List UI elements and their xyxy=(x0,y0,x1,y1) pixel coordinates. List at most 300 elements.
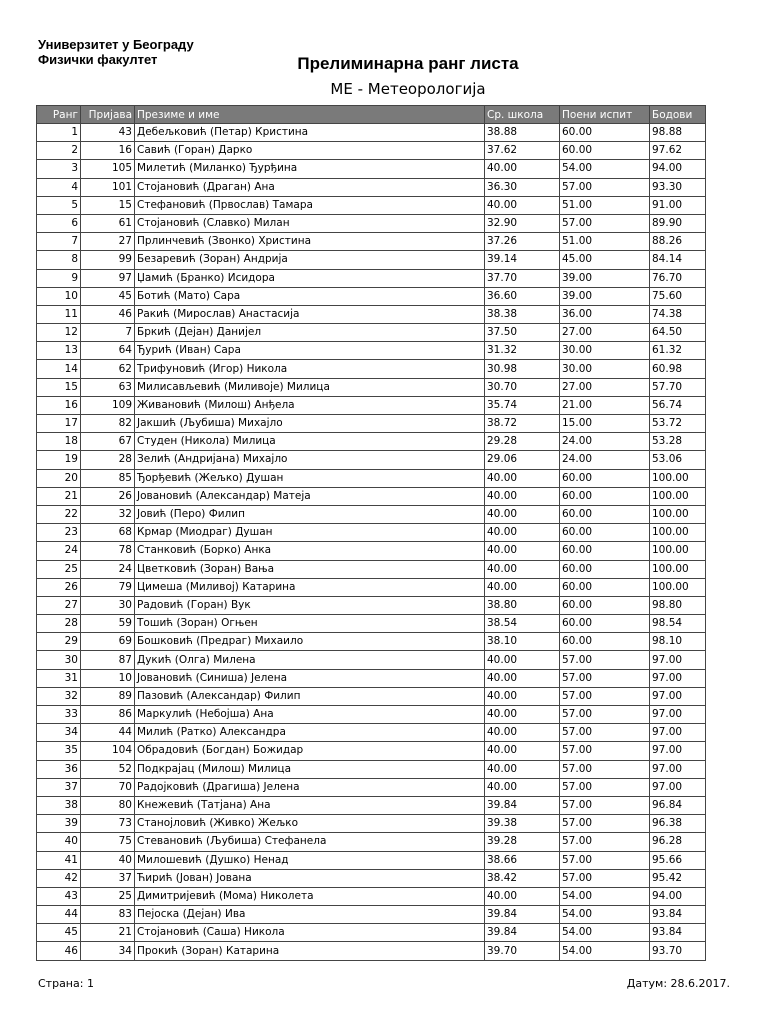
cell-rank: 25 xyxy=(37,560,81,578)
table-row xyxy=(37,778,706,796)
cell-exam-points: 39.00 xyxy=(560,287,650,305)
cell-school-average: 29.06 xyxy=(485,451,560,469)
cell-school-average: 40.00 xyxy=(485,706,560,724)
cell-total-points: 100.00 xyxy=(650,578,706,596)
cell-school-average: 29.28 xyxy=(485,433,560,451)
cell-school-average: 40.00 xyxy=(485,887,560,905)
cell-school-average: 40.00 xyxy=(485,687,560,705)
cell-application: 97 xyxy=(81,269,135,287)
cell-total-points: 57.70 xyxy=(650,378,706,396)
cell-school-average: 40.00 xyxy=(485,742,560,760)
cell-exam-points: 60.00 xyxy=(560,542,650,560)
table-row xyxy=(37,487,706,505)
cell-school-average: 38.80 xyxy=(485,596,560,614)
cell-school-average: 35.74 xyxy=(485,396,560,414)
cell-exam-points: 57.00 xyxy=(560,178,650,196)
table-row xyxy=(37,760,706,778)
table-row xyxy=(37,724,706,742)
table-row xyxy=(37,633,706,651)
cell-rank: 11 xyxy=(37,305,81,323)
cell-rank: 18 xyxy=(37,433,81,451)
cell-name: Обрадовић (Богдан) Божидар xyxy=(135,742,485,760)
table-row xyxy=(37,433,706,451)
cell-exam-points: 30.00 xyxy=(560,342,650,360)
cell-name: Стефановић (Првослав) Тамара xyxy=(135,196,485,214)
cell-exam-points: 27.00 xyxy=(560,324,650,342)
cell-name: Милошевић (Душко) Ненад xyxy=(135,851,485,869)
table-row xyxy=(37,796,706,814)
cell-name: Студен (Никола) Милица xyxy=(135,433,485,451)
cell-exam-points: 45.00 xyxy=(560,251,650,269)
cell-exam-points: 54.00 xyxy=(560,887,650,905)
cell-application: 26 xyxy=(81,487,135,505)
cell-rank: 5 xyxy=(37,196,81,214)
cell-application: 101 xyxy=(81,178,135,196)
cell-application: 62 xyxy=(81,360,135,378)
cell-rank: 35 xyxy=(37,742,81,760)
cell-exam-points: 57.00 xyxy=(560,778,650,796)
cell-rank: 8 xyxy=(37,251,81,269)
cell-name: Стојановић (Саша) Никола xyxy=(135,924,485,942)
table-row xyxy=(37,360,706,378)
cell-name: Стевановић (Љубиша) Стефанела xyxy=(135,833,485,851)
cell-rank: 7 xyxy=(37,233,81,251)
table-row xyxy=(37,342,706,360)
cell-application: 69 xyxy=(81,633,135,651)
cell-total-points: 98.10 xyxy=(650,633,706,651)
cell-name: Милисављевић (Миливоје) Милица xyxy=(135,378,485,396)
cell-total-points: 53.72 xyxy=(650,415,706,433)
cell-total-points: 100.00 xyxy=(650,469,706,487)
cell-name: Димитријевић (Мома) Николета xyxy=(135,887,485,905)
cell-application: 52 xyxy=(81,760,135,778)
institution-header xyxy=(38,37,194,67)
cell-application: 75 xyxy=(81,833,135,851)
table-row xyxy=(37,615,706,633)
cell-exam-points: 57.00 xyxy=(560,869,650,887)
column-header-school-average: Ср. школа xyxy=(485,106,560,124)
cell-rank: 4 xyxy=(37,178,81,196)
cell-rank: 36 xyxy=(37,760,81,778)
cell-application: 37 xyxy=(81,869,135,887)
university-name: Универзитет у Београду xyxy=(38,37,194,52)
cell-total-points: 97.00 xyxy=(650,760,706,778)
cell-exam-points: 60.00 xyxy=(560,487,650,505)
cell-exam-points: 57.00 xyxy=(560,706,650,724)
cell-school-average: 32.90 xyxy=(485,214,560,232)
cell-school-average: 40.00 xyxy=(485,651,560,669)
table-row xyxy=(37,887,706,905)
cell-school-average: 36.30 xyxy=(485,178,560,196)
cell-rank: 34 xyxy=(37,724,81,742)
cell-total-points: 94.00 xyxy=(650,887,706,905)
cell-school-average: 38.72 xyxy=(485,415,560,433)
cell-school-average: 39.14 xyxy=(485,251,560,269)
cell-school-average: 38.88 xyxy=(485,124,560,142)
cell-name: Кнежевић (Татјана) Ана xyxy=(135,796,485,814)
cell-application: 10 xyxy=(81,669,135,687)
cell-application: 44 xyxy=(81,724,135,742)
cell-rank: 44 xyxy=(37,906,81,924)
cell-rank: 19 xyxy=(37,451,81,469)
table-row xyxy=(37,578,706,596)
cell-exam-points: 57.00 xyxy=(560,724,650,742)
cell-application: 89 xyxy=(81,687,135,705)
cell-application: 28 xyxy=(81,451,135,469)
cell-exam-points: 60.00 xyxy=(560,633,650,651)
cell-exam-points: 60.00 xyxy=(560,469,650,487)
cell-school-average: 31.32 xyxy=(485,342,560,360)
table-row xyxy=(37,287,706,305)
cell-school-average: 40.00 xyxy=(485,778,560,796)
cell-total-points: 100.00 xyxy=(650,505,706,523)
column-header-name: Презиме и име xyxy=(135,106,485,124)
table-row xyxy=(37,396,706,414)
cell-name: Прокић (Зоран) Катарина xyxy=(135,942,485,960)
cell-application: 68 xyxy=(81,524,135,542)
cell-application: 73 xyxy=(81,815,135,833)
cell-exam-points: 57.00 xyxy=(560,760,650,778)
cell-total-points: 97.62 xyxy=(650,142,706,160)
cell-name: Зелић (Андријана) Михајло xyxy=(135,451,485,469)
cell-rank: 30 xyxy=(37,651,81,669)
cell-name: Тошић (Зоран) Огњен xyxy=(135,615,485,633)
cell-total-points: 97.00 xyxy=(650,687,706,705)
column-header-rank: Ранг xyxy=(37,106,81,124)
cell-application: 59 xyxy=(81,615,135,633)
cell-exam-points: 60.00 xyxy=(560,560,650,578)
cell-application: 87 xyxy=(81,651,135,669)
cell-application: 99 xyxy=(81,251,135,269)
cell-name: Стојановић (Драган) Ана xyxy=(135,178,485,196)
cell-school-average: 40.00 xyxy=(485,505,560,523)
cell-total-points: 93.84 xyxy=(650,906,706,924)
cell-application: 45 xyxy=(81,287,135,305)
cell-school-average: 39.70 xyxy=(485,942,560,960)
table-row xyxy=(37,378,706,396)
cell-total-points: 98.80 xyxy=(650,596,706,614)
cell-exam-points: 57.00 xyxy=(560,833,650,851)
cell-rank: 27 xyxy=(37,596,81,614)
cell-total-points: 97.00 xyxy=(650,742,706,760)
cell-name: Јакшић (Љубиша) Михајло xyxy=(135,415,485,433)
cell-total-points: 100.00 xyxy=(650,487,706,505)
cell-total-points: 91.00 xyxy=(650,196,706,214)
cell-school-average: 40.00 xyxy=(485,524,560,542)
cell-name: Радовић (Горан) Вук xyxy=(135,596,485,614)
cell-application: 40 xyxy=(81,851,135,869)
table-row xyxy=(37,524,706,542)
cell-total-points: 100.00 xyxy=(650,524,706,542)
cell-rank: 39 xyxy=(37,815,81,833)
cell-school-average: 38.54 xyxy=(485,615,560,633)
cell-name: Џамић (Бранко) Исидора xyxy=(135,269,485,287)
cell-rank: 12 xyxy=(37,324,81,342)
table-row xyxy=(37,269,706,287)
table-row xyxy=(37,869,706,887)
cell-name: Подкрајац (Милош) Милица xyxy=(135,760,485,778)
cell-application: 78 xyxy=(81,542,135,560)
cell-total-points: 75.60 xyxy=(650,287,706,305)
cell-exam-points: 51.00 xyxy=(560,233,650,251)
ranking-table xyxy=(36,105,706,961)
cell-application: 30 xyxy=(81,596,135,614)
table-header-row xyxy=(37,106,706,124)
cell-name: Живановић (Милош) Анђела xyxy=(135,396,485,414)
cell-application: 63 xyxy=(81,378,135,396)
cell-total-points: 100.00 xyxy=(650,542,706,560)
table-row xyxy=(37,142,706,160)
cell-school-average: 37.26 xyxy=(485,233,560,251)
cell-total-points: 88.26 xyxy=(650,233,706,251)
cell-school-average: 37.70 xyxy=(485,269,560,287)
cell-total-points: 95.42 xyxy=(650,869,706,887)
cell-application: 104 xyxy=(81,742,135,760)
cell-name: Стојановић (Славко) Милан xyxy=(135,214,485,232)
cell-application: 64 xyxy=(81,342,135,360)
page-title: Прелиминарна ранг листа xyxy=(297,54,519,73)
cell-total-points: 94.00 xyxy=(650,160,706,178)
cell-application: 85 xyxy=(81,469,135,487)
cell-application: 79 xyxy=(81,578,135,596)
cell-school-average: 40.00 xyxy=(485,669,560,687)
cell-application: 7 xyxy=(81,324,135,342)
cell-total-points: 74.38 xyxy=(650,305,706,323)
table-row xyxy=(37,596,706,614)
cell-name: Станковић (Борко) Анка xyxy=(135,542,485,560)
cell-rank: 9 xyxy=(37,269,81,287)
cell-total-points: 64.50 xyxy=(650,324,706,342)
cell-school-average: 40.00 xyxy=(485,160,560,178)
cell-exam-points: 39.00 xyxy=(560,269,650,287)
cell-school-average: 30.98 xyxy=(485,360,560,378)
table-row xyxy=(37,214,706,232)
column-header-application: Пријава xyxy=(81,106,135,124)
cell-rank: 37 xyxy=(37,778,81,796)
cell-total-points: 97.00 xyxy=(650,706,706,724)
cell-school-average: 39.38 xyxy=(485,815,560,833)
cell-exam-points: 24.00 xyxy=(560,433,650,451)
cell-exam-points: 57.00 xyxy=(560,651,650,669)
cell-name: Цветковић (Зоран) Вања xyxy=(135,560,485,578)
cell-school-average: 40.00 xyxy=(485,578,560,596)
table-row xyxy=(37,178,706,196)
cell-school-average: 39.84 xyxy=(485,906,560,924)
cell-exam-points: 27.00 xyxy=(560,378,650,396)
cell-name: Ђурић (Иван) Сара xyxy=(135,342,485,360)
cell-exam-points: 54.00 xyxy=(560,942,650,960)
cell-application: 83 xyxy=(81,906,135,924)
cell-school-average: 39.28 xyxy=(485,833,560,851)
cell-rank: 46 xyxy=(37,942,81,960)
cell-school-average: 38.66 xyxy=(485,851,560,869)
cell-name: Станојловић (Живко) Жељко xyxy=(135,815,485,833)
table-row xyxy=(37,833,706,851)
cell-name: Трифуновић (Игор) Никола xyxy=(135,360,485,378)
cell-school-average: 40.00 xyxy=(485,560,560,578)
cell-rank: 31 xyxy=(37,669,81,687)
cell-rank: 21 xyxy=(37,487,81,505)
cell-rank: 28 xyxy=(37,615,81,633)
cell-exam-points: 54.00 xyxy=(560,160,650,178)
cell-name: Бркић (Дејан) Данијел xyxy=(135,324,485,342)
cell-exam-points: 60.00 xyxy=(560,505,650,523)
cell-school-average: 40.00 xyxy=(485,487,560,505)
cell-rank: 23 xyxy=(37,524,81,542)
cell-name: Дукић (Олга) Милена xyxy=(135,651,485,669)
cell-application: 32 xyxy=(81,505,135,523)
cell-application: 43 xyxy=(81,124,135,142)
table-row xyxy=(37,560,706,578)
cell-rank: 14 xyxy=(37,360,81,378)
cell-total-points: 76.70 xyxy=(650,269,706,287)
cell-school-average: 38.42 xyxy=(485,869,560,887)
cell-name: Крмар (Миодраг) Душан xyxy=(135,524,485,542)
cell-rank: 42 xyxy=(37,869,81,887)
cell-exam-points: 57.00 xyxy=(560,669,650,687)
cell-total-points: 96.84 xyxy=(650,796,706,814)
cell-total-points: 95.66 xyxy=(650,851,706,869)
cell-application: 70 xyxy=(81,778,135,796)
cell-exam-points: 60.00 xyxy=(560,124,650,142)
cell-name: Дебељковић (Петар) Кристина xyxy=(135,124,485,142)
cell-rank: 10 xyxy=(37,287,81,305)
cell-rank: 24 xyxy=(37,542,81,560)
cell-exam-points: 57.00 xyxy=(560,742,650,760)
cell-application: 15 xyxy=(81,196,135,214)
table-body xyxy=(37,124,706,961)
cell-application: 67 xyxy=(81,433,135,451)
cell-application: 16 xyxy=(81,142,135,160)
cell-rank: 38 xyxy=(37,796,81,814)
cell-rank: 13 xyxy=(37,342,81,360)
table-row xyxy=(37,233,706,251)
table-row xyxy=(37,196,706,214)
cell-application: 21 xyxy=(81,924,135,942)
table-row xyxy=(37,542,706,560)
cell-total-points: 53.28 xyxy=(650,433,706,451)
cell-name: Јовановић (Александар) Матеја xyxy=(135,487,485,505)
cell-school-average: 40.00 xyxy=(485,542,560,560)
cell-total-points: 56.74 xyxy=(650,396,706,414)
cell-school-average: 36.60 xyxy=(485,287,560,305)
cell-name: Ракић (Мирослав) Анастасија xyxy=(135,305,485,323)
table-row xyxy=(37,851,706,869)
cell-name: Милић (Ратко) Александра xyxy=(135,724,485,742)
cell-application: 80 xyxy=(81,796,135,814)
cell-rank: 3 xyxy=(37,160,81,178)
table-row xyxy=(37,815,706,833)
cell-rank: 40 xyxy=(37,833,81,851)
cell-total-points: 96.38 xyxy=(650,815,706,833)
cell-exam-points: 54.00 xyxy=(560,924,650,942)
cell-name: Радојковић (Драгиша) Јелена xyxy=(135,778,485,796)
cell-application: 27 xyxy=(81,233,135,251)
cell-exam-points: 57.00 xyxy=(560,815,650,833)
cell-total-points: 98.54 xyxy=(650,615,706,633)
table-row xyxy=(37,942,706,960)
cell-rank: 20 xyxy=(37,469,81,487)
cell-exam-points: 51.00 xyxy=(560,196,650,214)
table-row xyxy=(37,505,706,523)
cell-name: Безаревић (Зоран) Андрија xyxy=(135,251,485,269)
cell-rank: 43 xyxy=(37,887,81,905)
table-row xyxy=(37,469,706,487)
table-row xyxy=(37,651,706,669)
cell-total-points: 53.06 xyxy=(650,451,706,469)
table-row xyxy=(37,687,706,705)
cell-school-average: 37.62 xyxy=(485,142,560,160)
cell-total-points: 93.30 xyxy=(650,178,706,196)
cell-exam-points: 36.00 xyxy=(560,305,650,323)
cell-exam-points: 57.00 xyxy=(560,687,650,705)
cell-total-points: 97.00 xyxy=(650,651,706,669)
cell-exam-points: 60.00 xyxy=(560,524,650,542)
cell-total-points: 97.00 xyxy=(650,778,706,796)
table-row xyxy=(37,324,706,342)
column-header-total-points: Бодови xyxy=(650,106,706,124)
table-row xyxy=(37,451,706,469)
cell-exam-points: 30.00 xyxy=(560,360,650,378)
cell-name: Милетић (Миланко) Ђурђина xyxy=(135,160,485,178)
table-row xyxy=(37,124,706,142)
cell-rank: 6 xyxy=(37,214,81,232)
print-date: Датум: 28.6.2017. xyxy=(626,977,730,990)
cell-name: Ботић (Мато) Сара xyxy=(135,287,485,305)
cell-application: 46 xyxy=(81,305,135,323)
cell-exam-points: 21.00 xyxy=(560,396,650,414)
cell-application: 109 xyxy=(81,396,135,414)
page-number: Страна: 1 xyxy=(38,977,94,990)
cell-total-points: 98.88 xyxy=(650,124,706,142)
cell-rank: 26 xyxy=(37,578,81,596)
cell-school-average: 40.00 xyxy=(485,469,560,487)
table-row xyxy=(37,305,706,323)
cell-application: 25 xyxy=(81,887,135,905)
cell-exam-points: 57.00 xyxy=(560,796,650,814)
cell-total-points: 97.00 xyxy=(650,669,706,687)
cell-rank: 32 xyxy=(37,687,81,705)
cell-total-points: 97.00 xyxy=(650,724,706,742)
table-row xyxy=(37,251,706,269)
cell-school-average: 38.38 xyxy=(485,305,560,323)
cell-total-points: 61.32 xyxy=(650,342,706,360)
cell-school-average: 30.70 xyxy=(485,378,560,396)
cell-rank: 22 xyxy=(37,505,81,523)
cell-name: Јовић (Перо) Филип xyxy=(135,505,485,523)
cell-application: 24 xyxy=(81,560,135,578)
cell-rank: 2 xyxy=(37,142,81,160)
cell-school-average: 38.10 xyxy=(485,633,560,651)
cell-school-average: 39.84 xyxy=(485,924,560,942)
cell-application: 82 xyxy=(81,415,135,433)
cell-application: 105 xyxy=(81,160,135,178)
table-row xyxy=(37,415,706,433)
cell-name: Маркулић (Небојша) Ана xyxy=(135,706,485,724)
cell-rank: 1 xyxy=(37,124,81,142)
cell-name: Прлинчевић (Звонко) Христина xyxy=(135,233,485,251)
cell-application: 86 xyxy=(81,706,135,724)
table-row xyxy=(37,706,706,724)
cell-exam-points: 15.00 xyxy=(560,415,650,433)
cell-application: 34 xyxy=(81,942,135,960)
cell-name: Цимеша (Миливој) Катарина xyxy=(135,578,485,596)
cell-rank: 16 xyxy=(37,396,81,414)
table-row xyxy=(37,160,706,178)
cell-total-points: 84.14 xyxy=(650,251,706,269)
cell-exam-points: 54.00 xyxy=(560,906,650,924)
table-row xyxy=(37,906,706,924)
